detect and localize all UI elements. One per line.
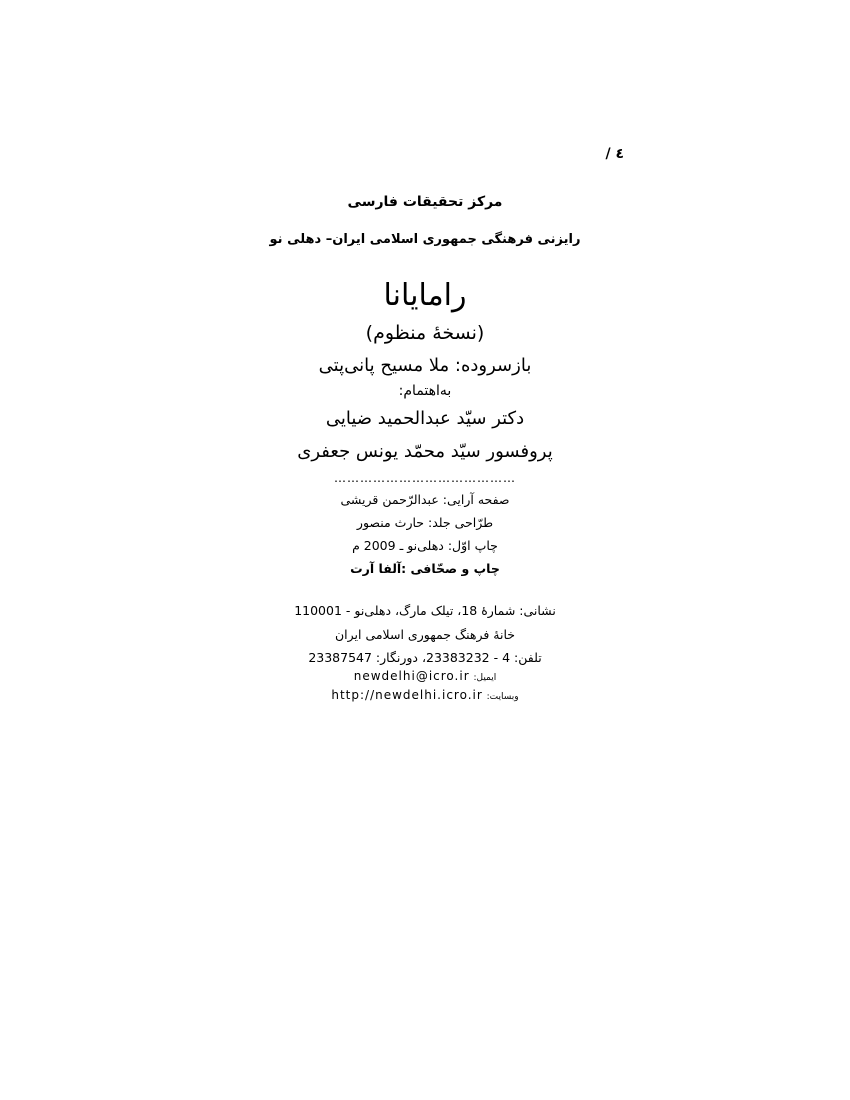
email-address: newdelhi@icro.ir — [353, 669, 470, 683]
contact-website-line — [225, 688, 625, 703]
dotted-separator: …………………………………… — [334, 471, 516, 485]
email-label: ایمیل: — [473, 673, 497, 683]
website-label: وبسایت: — [486, 692, 519, 702]
book-subtitle: (نسخهٔ منظوم) — [365, 322, 485, 344]
contact-institution: خانهٔ فرهنگ جمهوری اسلامی ایران — [334, 627, 516, 642]
printer-credit: چاپ و صحّافی :آلفا آرت — [350, 561, 500, 576]
publisher-affiliation: رایزنی فرهنگی جمهوری اسلامی ایران– دهلی نو — [269, 232, 581, 247]
supervision-label: به‌اهتمام: — [398, 383, 452, 399]
cover-design-credit: طرّاحی جلد: حارث منصور — [356, 515, 494, 530]
publisher-center-name: مرکز تحقیقات فارسی — [347, 194, 503, 210]
book-title: رامایانا — [383, 278, 467, 313]
page-number: ٤ / — [605, 146, 624, 162]
website-address: http://newdelhi.icro.ir — [331, 688, 483, 702]
contact-phone: تلفن: 4 - 23383232، دورنگار: 23387547 — [308, 650, 542, 665]
editor-name: پروفسور سیّد محمّد یونس جعفری — [297, 441, 553, 462]
layout-credit: صفحه آرایی: عبدالرّحمن قریشی — [340, 492, 510, 507]
contact-email-line — [225, 669, 625, 684]
contact-address: نشانی: شمارهٔ 18، تیلک مارگ، دهلی‌نو - 110001 — [294, 603, 556, 618]
book-compiler: بازسروده: ملا مسیح پانی‌پتی — [318, 355, 532, 376]
editor-name: دکتر سیّد عبدالحمید ضیایی — [325, 408, 525, 429]
first-print-info: چاپ اوّل: دهلی‌نو ـ 2009 م — [352, 538, 498, 553]
